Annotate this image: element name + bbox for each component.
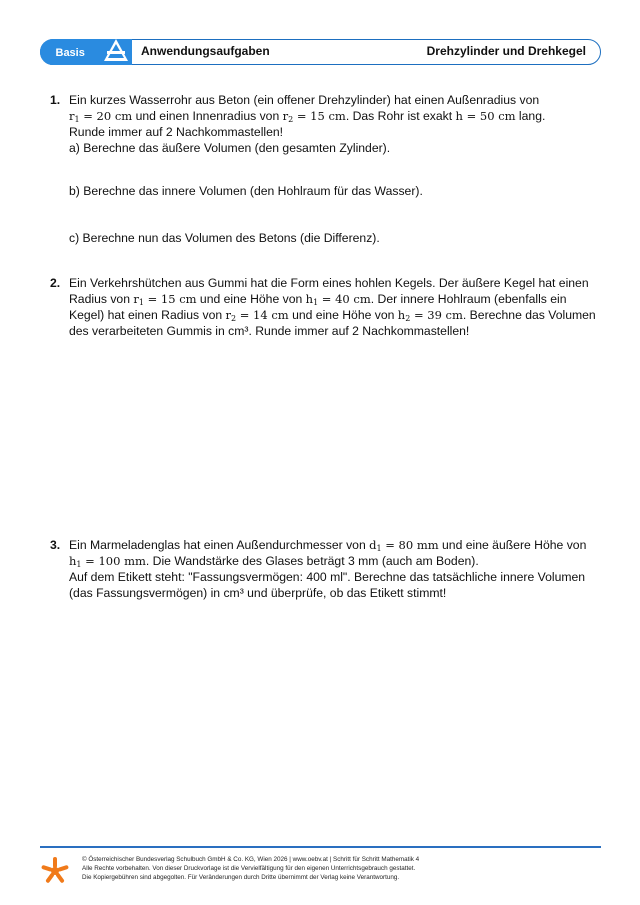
math-r2: $r_2 = 15$ cm xyxy=(282,109,346,124)
footer-divider xyxy=(40,846,601,848)
subquestion-a: a) Berechne das äußere Volumen (den gesamten Zylinder). xyxy=(69,141,391,155)
footer-line: Die Kopiergebühren sind abgegolten. Für Veränderungen durch Dritte übernimmt der Verlag keine Verantwortung. xyxy=(82,874,400,881)
math-h: h = 50 cm xyxy=(455,109,516,123)
subquestion-b: b) Berechne das innere Volumen (den Hohlraum für das Wasser). xyxy=(69,184,423,198)
text-line: Auf dem Etikett steht: "Fassungsvermögen: 400 ml". Berechne das tatsächliche innere Volumen xyxy=(69,570,586,584)
text-line: Ein Verkehrshütchen aus Gummi hat die Form eines hohlen Kegels. Der äußere Kegel hat einen xyxy=(69,276,589,290)
text-line: Kegel) hat einen Radius von $r_2 = 14$ cm und eine Höhe von $h_2 = 39$ cm. Berechne das Volumen xyxy=(69,308,596,323)
text-line: (das Fassungsvermögen) in cm³ und überprüfe, ob das Etikett stimmt! xyxy=(69,586,447,600)
text-line: Radius von $r_1 = 15$ cm und eine Höhe von $h_1 = 40$ cm. Der innere Hohlraum (ebenfalls ein xyxy=(69,292,567,307)
page-header xyxy=(40,39,601,65)
task-text xyxy=(69,537,609,601)
text-line: des verarbeiteten Gummis in cm³. Runde immer auf 2 Nachkommastellen! xyxy=(69,324,470,338)
math-r1: $r_1 = 20$ cm xyxy=(69,109,133,124)
text-line: $h_1 = 100$ mm. Die Wandstärke des Glases beträgt 3 mm (auch am Boden). xyxy=(69,554,479,569)
math-r2: $r_2 = 14$ cm xyxy=(225,308,289,323)
text-line: $r_1 = 20$ cm und einen Innenradius von $r_2 = 15$ cm. Das Rohr ist exakt h = 50 cm lang. xyxy=(69,109,546,124)
text-line: Ein Marmeladenglas hat einen Außendurchmesser von $d_1 = 80$ mm und eine äußere Höhe von xyxy=(69,538,587,553)
footer-copyright xyxy=(82,855,419,882)
level-badge-label: Basis xyxy=(55,46,85,59)
publisher-logo-icon xyxy=(40,856,70,886)
task-number: 1. xyxy=(50,93,61,107)
math-h2: $h_2 = 39$ cm xyxy=(397,308,463,323)
text-line: Ein kurzes Wasserrohr aus Beton (ein offener Drehzylinder) hat einen Außenradius von xyxy=(69,93,540,107)
level-badge xyxy=(40,39,132,65)
task-text xyxy=(69,92,609,156)
subquestion-c: c) Berechne nun das Volumen des Betons (die Differenz). xyxy=(69,231,380,245)
footer-line: Alle Rechte vorbehalten. Von dieser Druckvorlage ist die Vervielfältigung für den eigenen Unterrichtsgebrauch gestattet. xyxy=(82,865,416,872)
section-title: Anwendungsaufgaben xyxy=(141,44,270,58)
task-text xyxy=(69,275,609,339)
pyramid-icon xyxy=(102,37,130,65)
math-h1: $h_1 = 100$ mm xyxy=(69,554,146,569)
math-h1: $h_1 = 40$ cm xyxy=(305,292,371,307)
task-number: 3. xyxy=(50,538,61,552)
math-r1: $r_1 = 15$ cm xyxy=(133,292,197,307)
footer-line: © Österreichischer Bundesverlag Schulbuch GmbH & Co. KG, Wien 2026 | www.oebv.at | Schritt für Schritt Mathematik 4 xyxy=(82,856,420,863)
text-line: Runde immer auf 2 Nachkommastellen! xyxy=(69,125,284,139)
task-number: 2. xyxy=(50,276,61,290)
topic-title: Drehzylinder und Drehkegel xyxy=(426,44,586,58)
math-d1: $d_1 = 80$ mm xyxy=(369,538,439,553)
